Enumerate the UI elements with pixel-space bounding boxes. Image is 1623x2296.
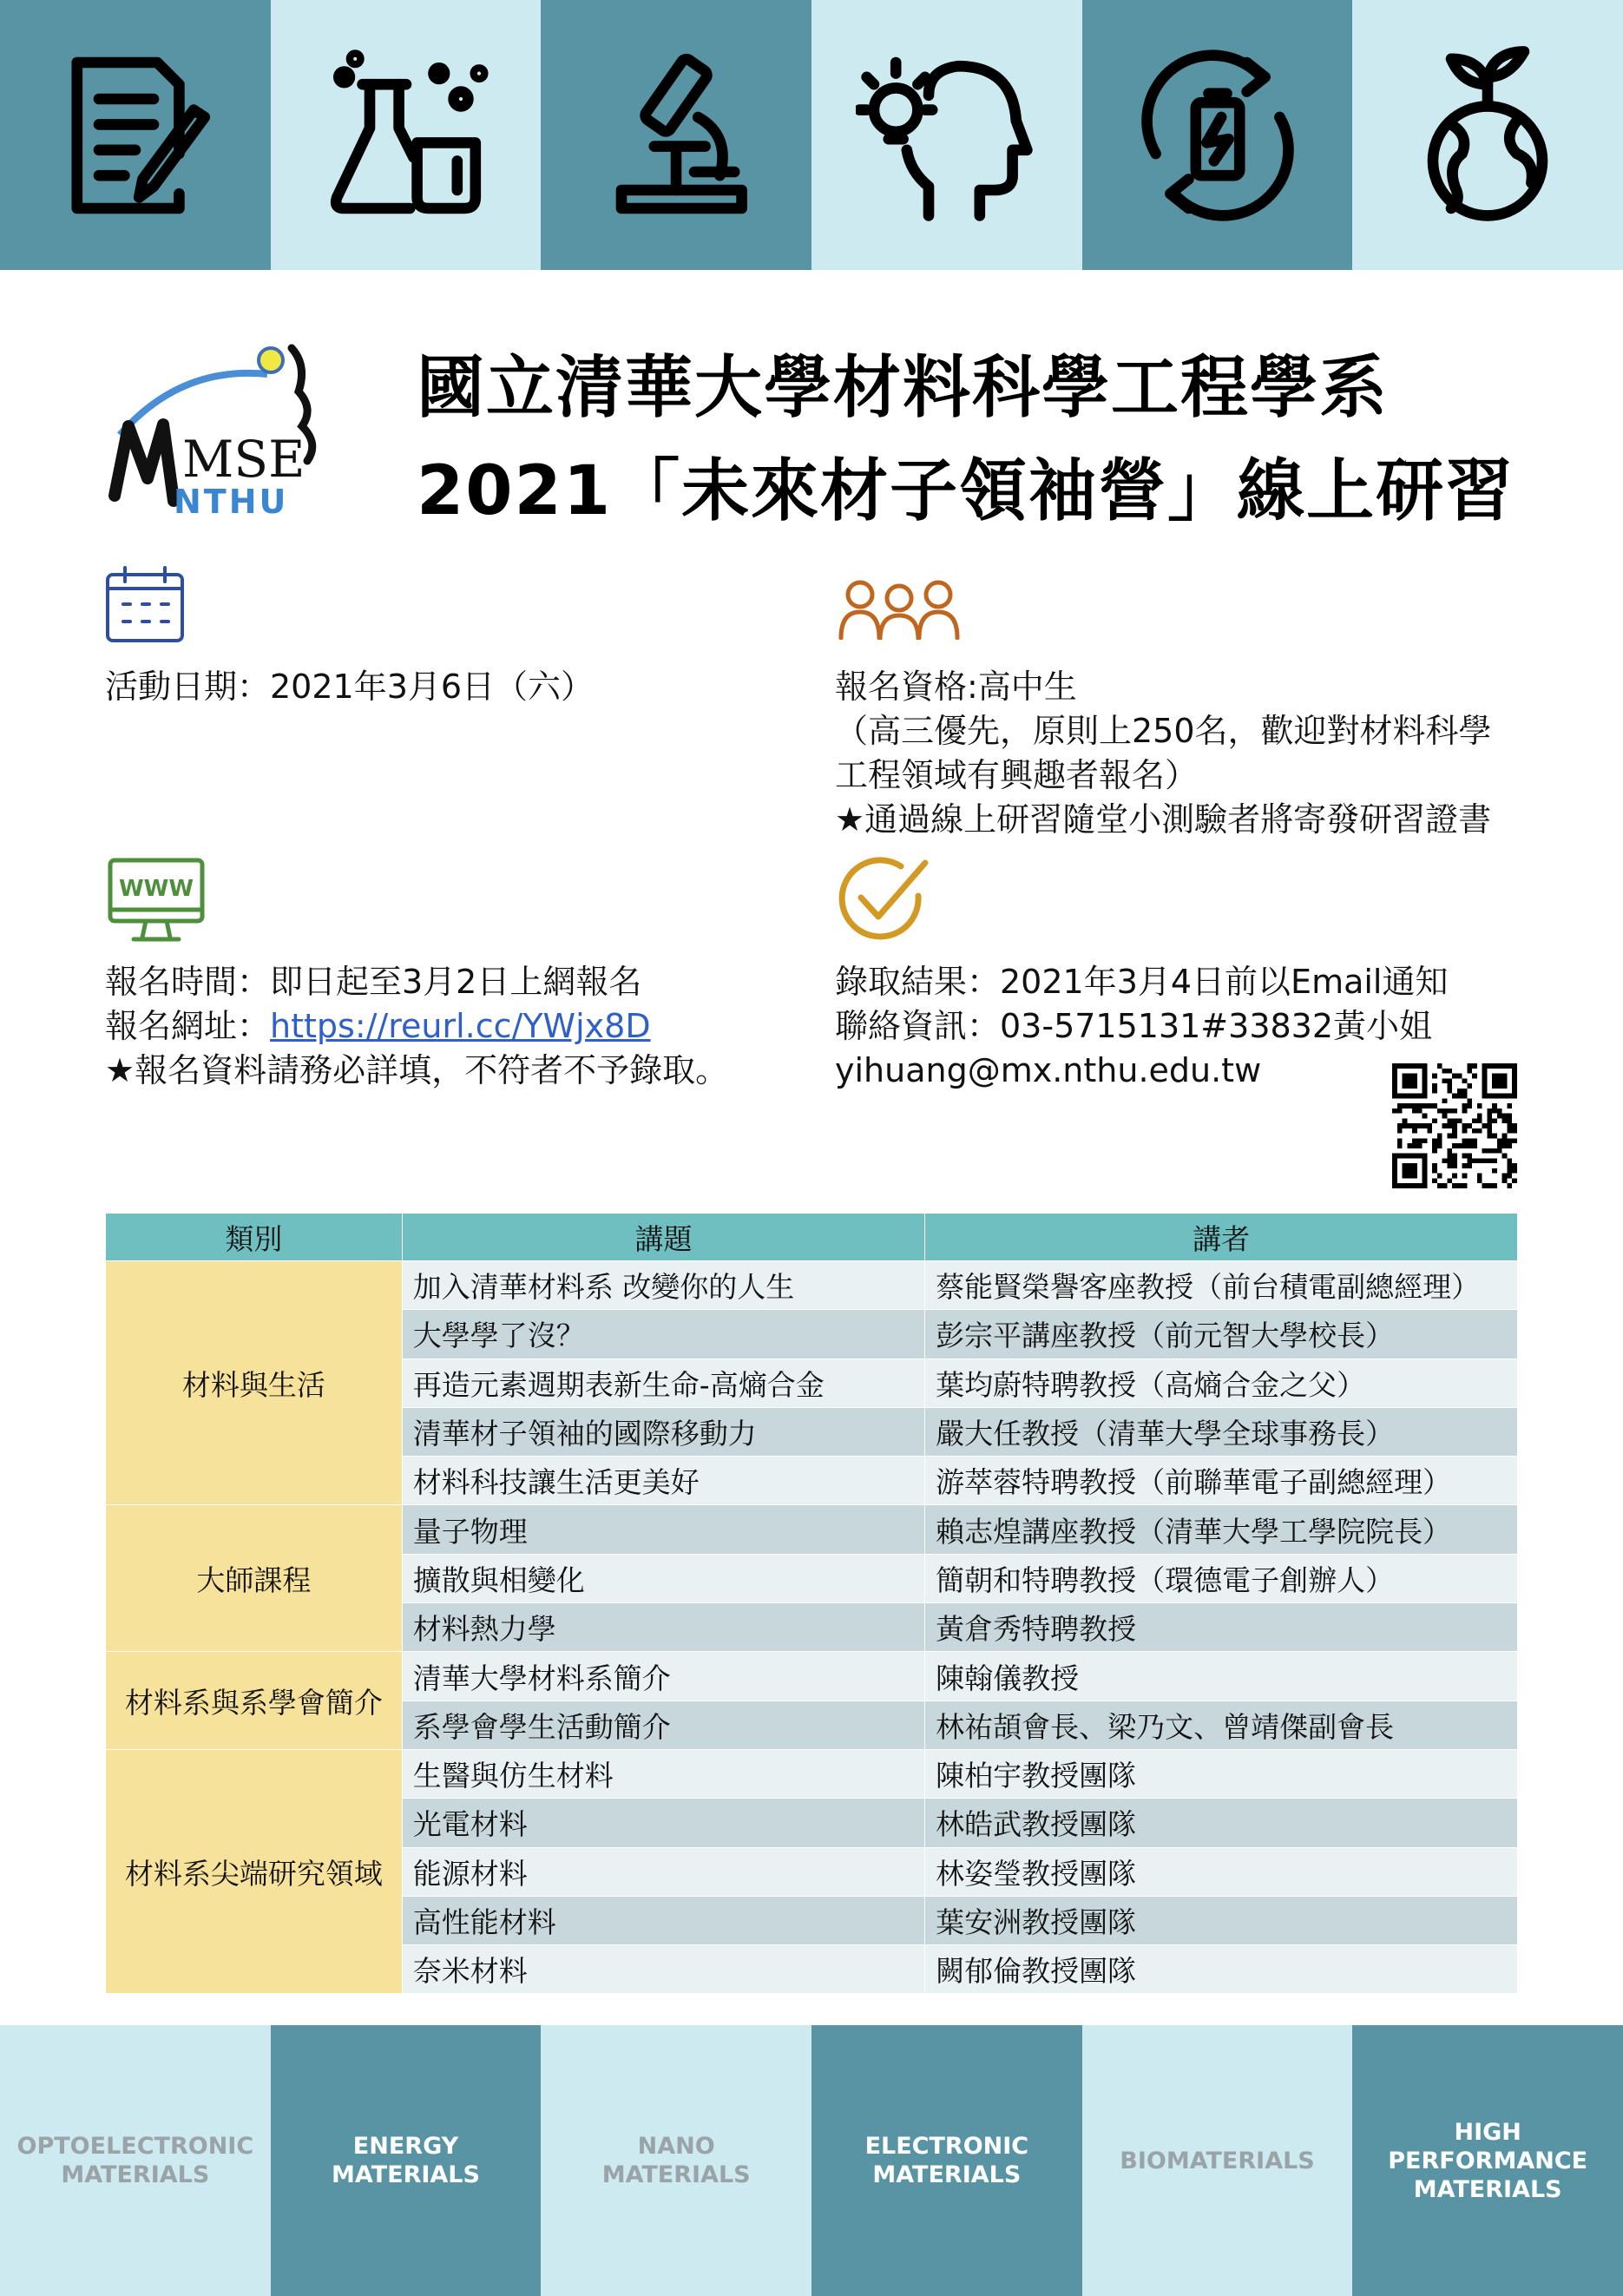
speaker-cell: 葉安洲教授團隊 (925, 1896, 1518, 1944)
logo-text: MSE (182, 430, 306, 489)
material-label-line: MATERIALS (61, 2161, 210, 2188)
battery-recycle-icon (1127, 44, 1309, 227)
material-high-performance (1352, 2025, 1623, 2296)
schedule-table-body (106, 1261, 1518, 1994)
topic-cell: 清華材子領袖的國際移動力 (402, 1407, 924, 1456)
band-cell-battery (1082, 0, 1353, 270)
speaker-cell: 闕郁倫教授團隊 (925, 1945, 1518, 1994)
material-label-line: NANO (637, 2133, 715, 2160)
speaker-cell: 彭宗平講座教授（前元智大學校長） (925, 1310, 1518, 1359)
material-optoelectronic (0, 2025, 271, 2296)
topic-cell: 奈米材料 (402, 1945, 924, 1994)
band-cell-microscope (541, 0, 812, 270)
people-group-icon (838, 577, 961, 640)
microscope-icon (585, 44, 767, 227)
material-biomaterials (1082, 2025, 1353, 2296)
material-label-line: PERFORMANCE (1388, 2147, 1588, 2174)
registration-period: 報名時間：即日起至3月2日上網報名 (105, 963, 642, 1001)
topic-cell: 大學學了沒？ (402, 1310, 924, 1359)
page-title-line-2: 2021「未來材子領袖營」線上研習 (417, 452, 1515, 530)
topic-cell: 能源材料 (402, 1847, 924, 1896)
calendar-icon (104, 566, 186, 644)
registration-url-label: 報名網址： (105, 1007, 271, 1045)
eligibility-line-1: 報名資格:高中生 (835, 668, 1077, 706)
material-label-line: HIGH (1454, 2118, 1521, 2146)
category-cell: 大師課程 (106, 1505, 403, 1652)
eligibility-line-2: （高三優先，原則上250名，歡迎對材料科學 (835, 712, 1492, 750)
document-edit-icon (44, 44, 227, 227)
speaker-cell: 陳柏宇教授團隊 (925, 1749, 1518, 1798)
band-cell-chemistry (271, 0, 542, 270)
topic-cell: 清華大學材料系簡介 (402, 1652, 924, 1701)
topic-cell: 再造元素週期表新生命-高熵合金 (402, 1359, 924, 1407)
band-cell-idea (812, 0, 1082, 270)
logo-subtext: NTHU (174, 483, 289, 521)
registration-url-link[interactable]: https://reurl.cc/YWjx8D (270, 1007, 651, 1045)
table-row (106, 1652, 1518, 1701)
schedule-table (105, 1213, 1518, 1994)
topic-cell: 材料科技讓生活更美好 (402, 1457, 924, 1505)
speaker-cell: 嚴大任教授（清華大學全球事務長） (925, 1407, 1518, 1456)
material-label-line: MATERIALS (332, 2161, 480, 2188)
plant-globe-icon (1396, 44, 1579, 227)
material-energy (271, 2025, 542, 2296)
chemistry-flask-icon (315, 44, 497, 227)
registration-url-row (105, 1004, 728, 1049)
topic-cell: 系學會學生活動簡介 (402, 1701, 924, 1749)
speaker-cell: 黃倉秀特聘教授 (925, 1603, 1518, 1652)
topic-cell: 生醫與仿生材料 (402, 1749, 924, 1798)
speaker-cell: 賴志煌講座教授（清華大學工學院院長） (925, 1505, 1518, 1554)
material-label-line: OPTOELECTRONIC (16, 2133, 254, 2160)
speaker-cell: 游萃蓉特聘教授（前聯華電子副總經理） (925, 1457, 1518, 1505)
result-notice: 錄取結果：2021年3月4日前以Email通知 (835, 963, 1449, 1001)
check-circle-icon (835, 852, 932, 946)
speaker-cell: 葉均蔚特聘教授（高熵合金之父） (925, 1359, 1518, 1407)
table-header-row (106, 1214, 1518, 1261)
table-row (106, 1261, 1518, 1310)
speaker-cell: 林姿瑩教授團隊 (925, 1847, 1518, 1896)
speaker-cell: 陳翰儀教授 (925, 1652, 1518, 1701)
speaker-cell: 林祐頡會長、梁乃文、曾靖傑副會長 (925, 1701, 1518, 1749)
contact-email: yihuang@mx.nthu.edu.tw (835, 1051, 1262, 1089)
material-label-line: MATERIALS (601, 2161, 751, 2188)
speaker-cell: 簡朝和特聘教授（環德電子創辦人） (925, 1554, 1518, 1602)
registration-note: ★報名資料請務必詳填，不符者不予錄取。 (105, 1051, 729, 1089)
head-lightbulb-icon (856, 44, 1038, 227)
topic-cell: 高性能材料 (402, 1896, 924, 1944)
material-label-line: MATERIALS (872, 2161, 1022, 2188)
eligibility-block (835, 665, 1492, 842)
top-icon-band (0, 0, 1623, 270)
category-cell: 材料系與系學會簡介 (106, 1652, 403, 1750)
result-block (835, 960, 1449, 1093)
topic-cell: 材料熱力學 (402, 1603, 924, 1652)
speaker-cell: 林皓武教授團隊 (925, 1799, 1518, 1847)
www-monitor-icon (108, 858, 205, 943)
header (0, 270, 1623, 556)
material-label-line: MATERIALS (1413, 2175, 1562, 2203)
topic-cell: 光電材料 (402, 1799, 924, 1847)
material-label-line: BIOMATERIALS (1120, 2147, 1315, 2174)
svg-text:WWW: WWW (118, 876, 194, 902)
topic-cell: 量子物理 (402, 1505, 924, 1554)
contact-info: 聯絡資訊：03-5715131#33832黃小姐 (835, 1007, 1433, 1045)
topic-cell: 擴散與相變化 (402, 1554, 924, 1602)
material-nano (541, 2025, 812, 2296)
table-row (106, 1749, 1518, 1798)
eligibility-line-4: ★通過線上研習隨堂小測驗者將寄發研習證書 (835, 800, 1492, 839)
header-speaker: 講者 (925, 1214, 1518, 1261)
category-cell: 材料系尖端研究領域 (106, 1749, 403, 1993)
mse-nthu-logo (102, 331, 354, 530)
material-label-line: ELECTRONIC (864, 2133, 1029, 2160)
qr-code[interactable] (1392, 1063, 1517, 1188)
band-cell-document (0, 0, 271, 270)
category-cell: 材料與生活 (106, 1261, 403, 1505)
page-title-line-1: 國立清華大學材料科學工程學系 (417, 349, 1390, 427)
speaker-cell: 蔡能賢榮譽客座教授（前台積電副總經理） (925, 1261, 1518, 1310)
event-date-text: 活動日期：2021年3月6日（六） (105, 668, 595, 706)
registration-block (105, 960, 728, 1093)
material-label-line: ENERGY (352, 2133, 459, 2160)
header-category: 類別 (106, 1214, 403, 1261)
material-electronic (812, 2025, 1082, 2296)
band-cell-globe (1352, 0, 1623, 270)
header-topic: 講題 (402, 1214, 924, 1261)
table-row (106, 1505, 1518, 1554)
bottom-materials-band (0, 2025, 1623, 2296)
topic-cell: 加入清華材料系 改變你的人生 (402, 1261, 924, 1310)
eligibility-line-3: 工程領域有興趣者報名） (835, 756, 1199, 794)
